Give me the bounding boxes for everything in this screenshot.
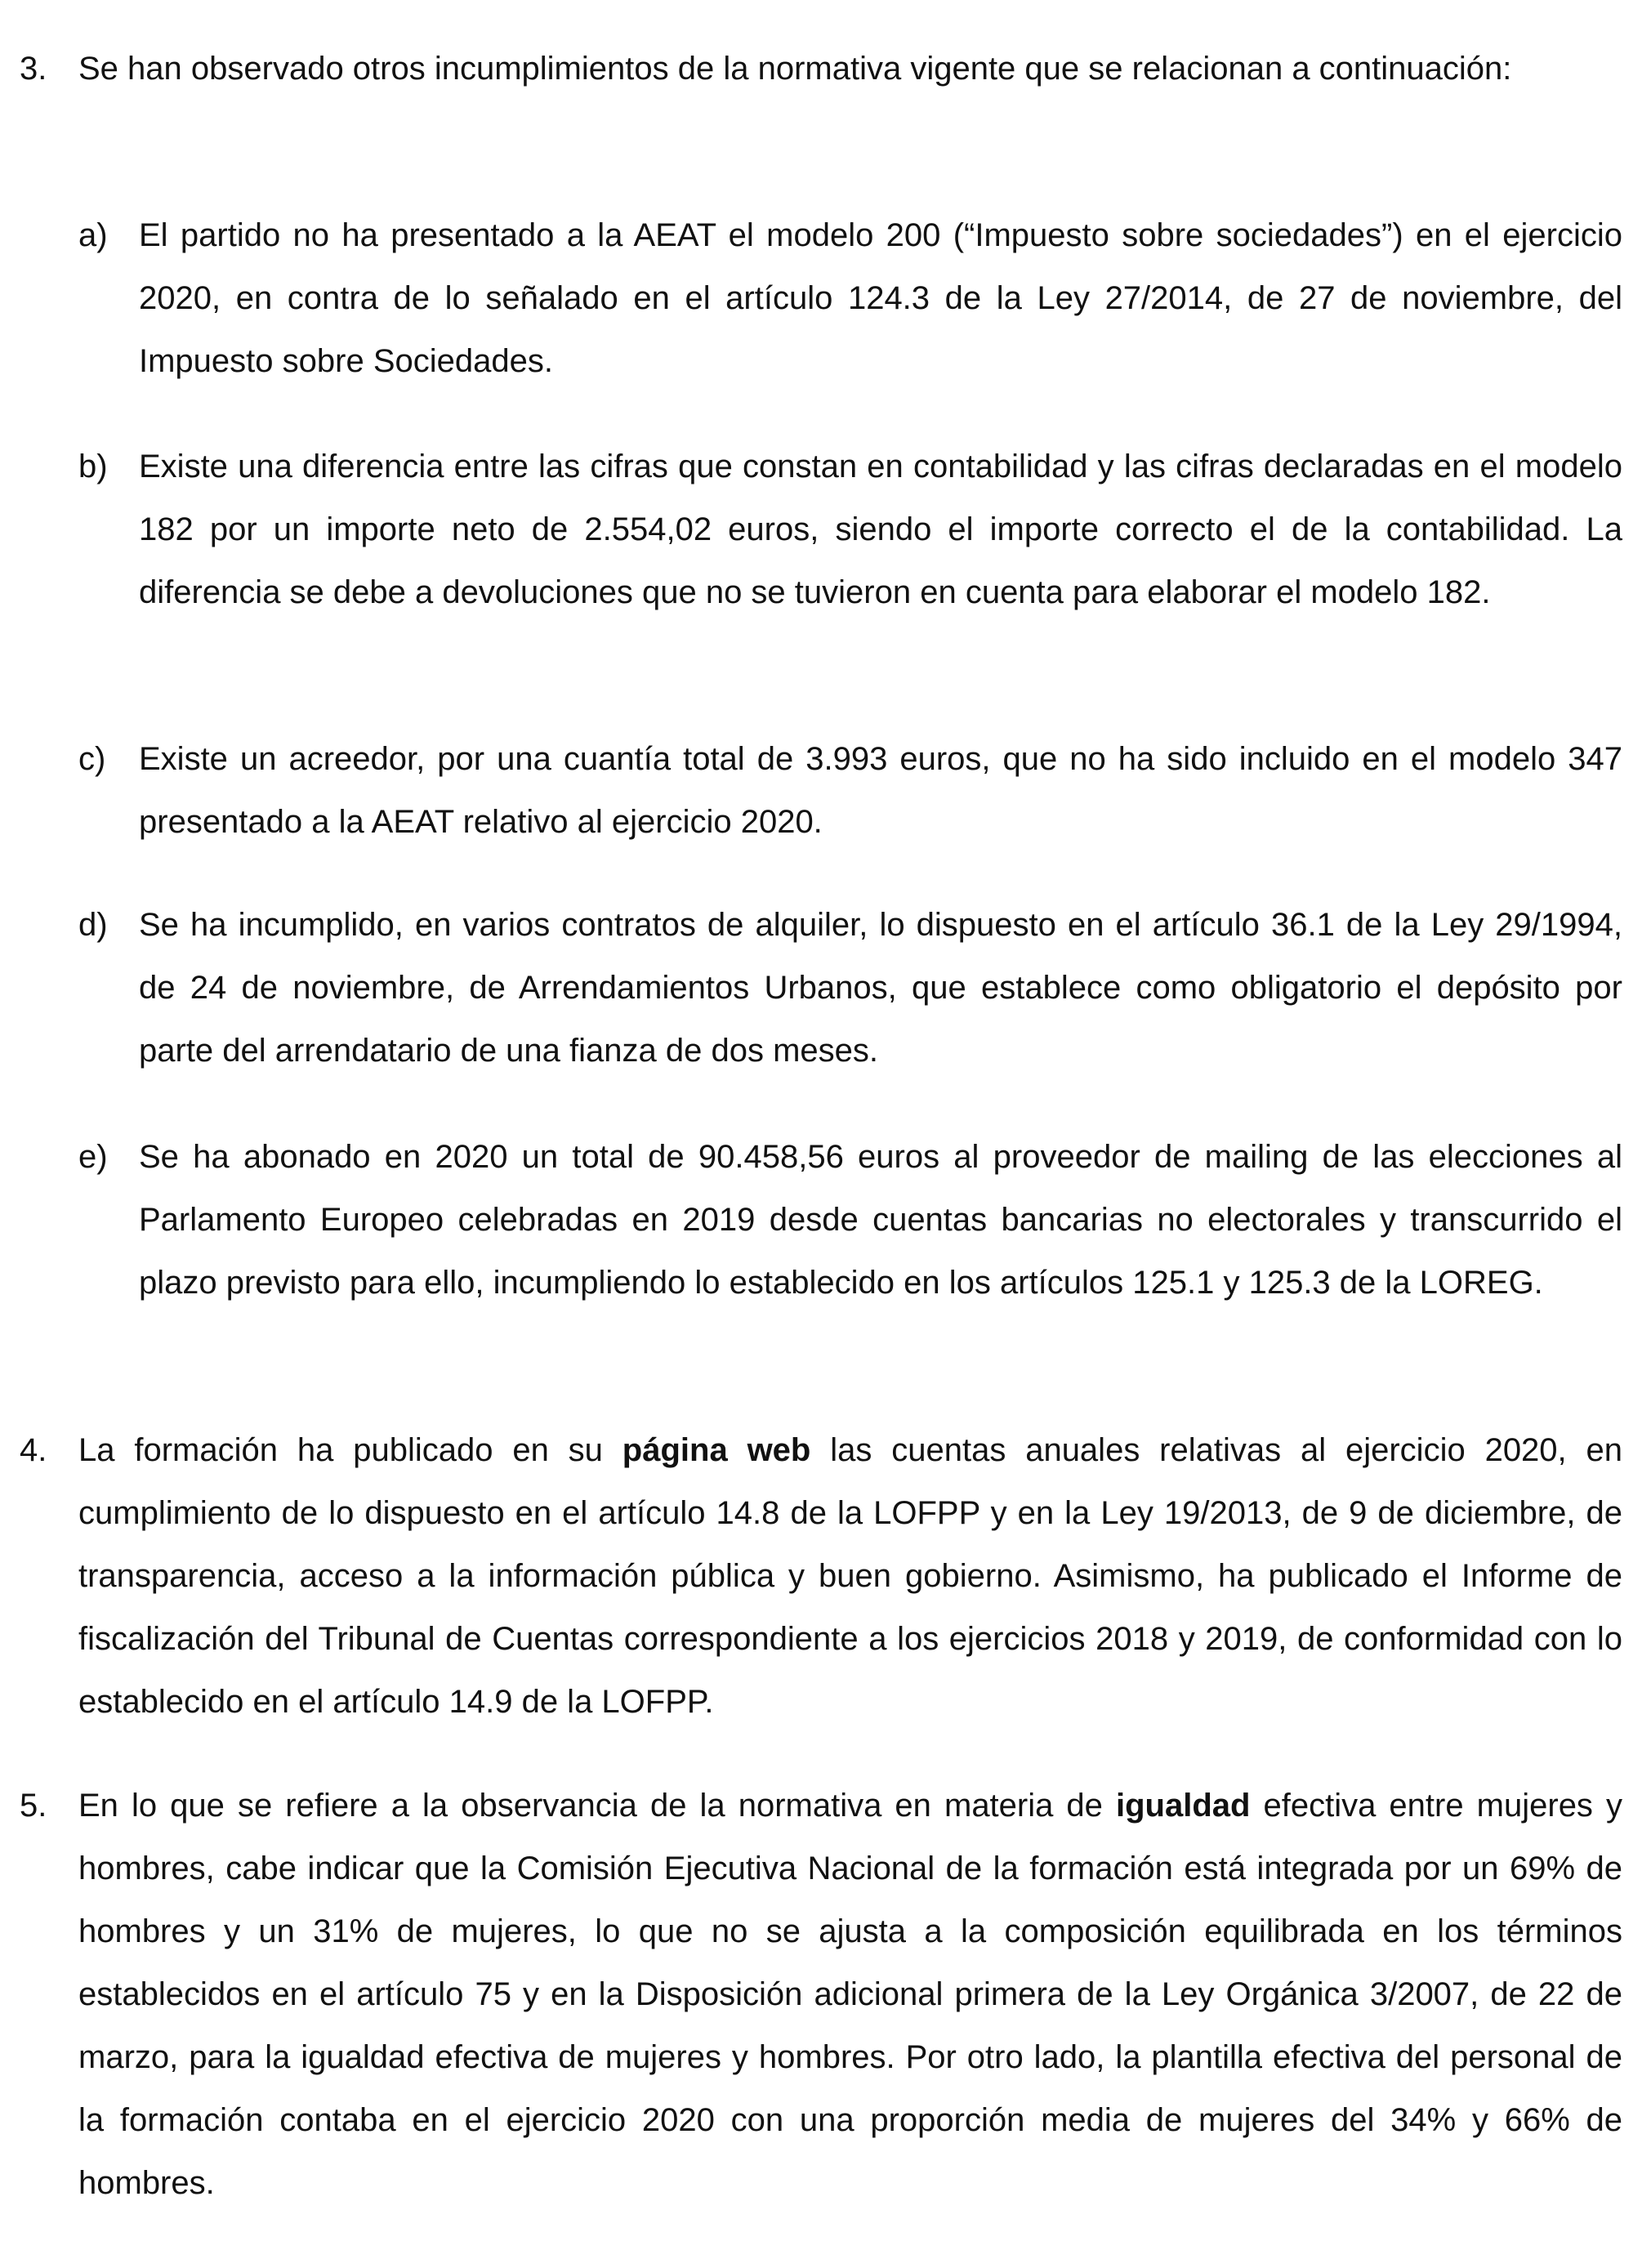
item-number: 4.	[20, 1432, 47, 1468]
item-text: Existe un acreedor, por una cuantía total de 3.993 euros, que no ha sido incluido en el modelo 347 presentado a la AEAT relativo al ejercicio 2020.	[139, 741, 1622, 840]
item-letter: c)	[78, 741, 106, 777]
numbered-item-5	[20, 1775, 1622, 2215]
sub-item-d	[78, 894, 1622, 1083]
item-text-bold: página web	[622, 1432, 811, 1468]
item-number: 3.	[20, 51, 47, 87]
numbered-item-3	[20, 38, 1622, 100]
sub-item-a	[78, 204, 1622, 393]
item-letter: e)	[78, 1139, 108, 1175]
item-letter: b)	[78, 449, 108, 484]
item-number: 5.	[20, 1788, 47, 1824]
item-text-bold: igualdad	[1116, 1788, 1251, 1824]
item-letter: a)	[78, 217, 108, 253]
item-text: Se ha abonado en 2020 un total de 90.458,56 euros al proveedor de mailing de las elecciones al Parlamento Europeo celebradas en 2019 desde cuentas bancarias no electorales y transcurrido el plazo previsto para ello, incumpliendo lo establecido en los artículos 125.1 y 125.3 de la LOREG.	[139, 1139, 1622, 1301]
item-text-pre: En lo que se refiere a la observancia de la normativa en materia de	[78, 1788, 1116, 1824]
item-text: El partido no ha presentado a la AEAT el modelo 200 (“Impuesto sobre sociedades”) en el ejercicio 2020, en contra de lo señalado en el artículo 124.3 de la Ley 27/2014, de 27 de noviembre, del Impuesto sobre Sociedades.	[139, 217, 1622, 379]
sub-item-c	[78, 728, 1622, 854]
item-text-post: efectiva entre mujeres y hombres, cabe indicar que la Comisión Ejecutiva Nacional de la formación está integrada por un 69% de hombres y un 31% de mujeres, lo que no se ajusta a la composición equilibrada en los términos establecidos en el artículo 75 y en la Disposición adicional primera de la Ley Orgánica 3/2007, de 22 de marzo, para la igualdad efectiva de mujeres y hombres. Por otro lado, la plantilla efectiva del personal de la formación contaba en el ejercicio 2020 con una proporción media de mujeres del 34% y 66% de hombres.	[78, 1788, 1622, 2201]
item-text: Se ha incumplido, en varios contratos de alquiler, lo dispuesto en el artículo 36.1 de la Ley 29/1994, de 24 de noviembre, de Arrendamientos Urbanos, que establece como obligatorio el depósito por parte del arrendatario de una fianza de dos meses.	[139, 907, 1622, 1069]
numbered-item-4	[20, 1419, 1623, 1734]
item-text: Se han observado otros incumplimientos de la normativa vigente que se relacionan a continuación:	[78, 51, 1512, 87]
item-text: Existe una diferencia entre las cifras que constan en contabilidad y las cifras declaradas en el modelo 182 por un importe neto de 2.554,02 euros, siendo el importe correcto el de la contabilidad. La diferencia se debe a devoluciones que no se tuvieron en cuenta para elaborar el modelo 182.	[139, 449, 1622, 610]
sub-item-e	[78, 1126, 1622, 1315]
item-text-pre: La formación ha publicado en su	[78, 1432, 622, 1468]
item-letter: d)	[78, 907, 108, 943]
item-text-post: las cuentas anuales relativas al ejercicio 2020, en cumplimiento de lo dispuesto en el artículo 14.8 de la LOFPP y en la Ley 19/2013, de 9 de diciembre, de transparencia, acceso a la información pública y buen gobierno. Asimismo, ha publicado el Informe de fiscalización del Tribunal de Cuentas correspondiente a los ejercicios 2018 y 2019, de conformidad con lo establecido en el artículo 14.9 de la LOFPP.	[78, 1432, 1623, 1720]
sub-item-b	[78, 435, 1622, 624]
